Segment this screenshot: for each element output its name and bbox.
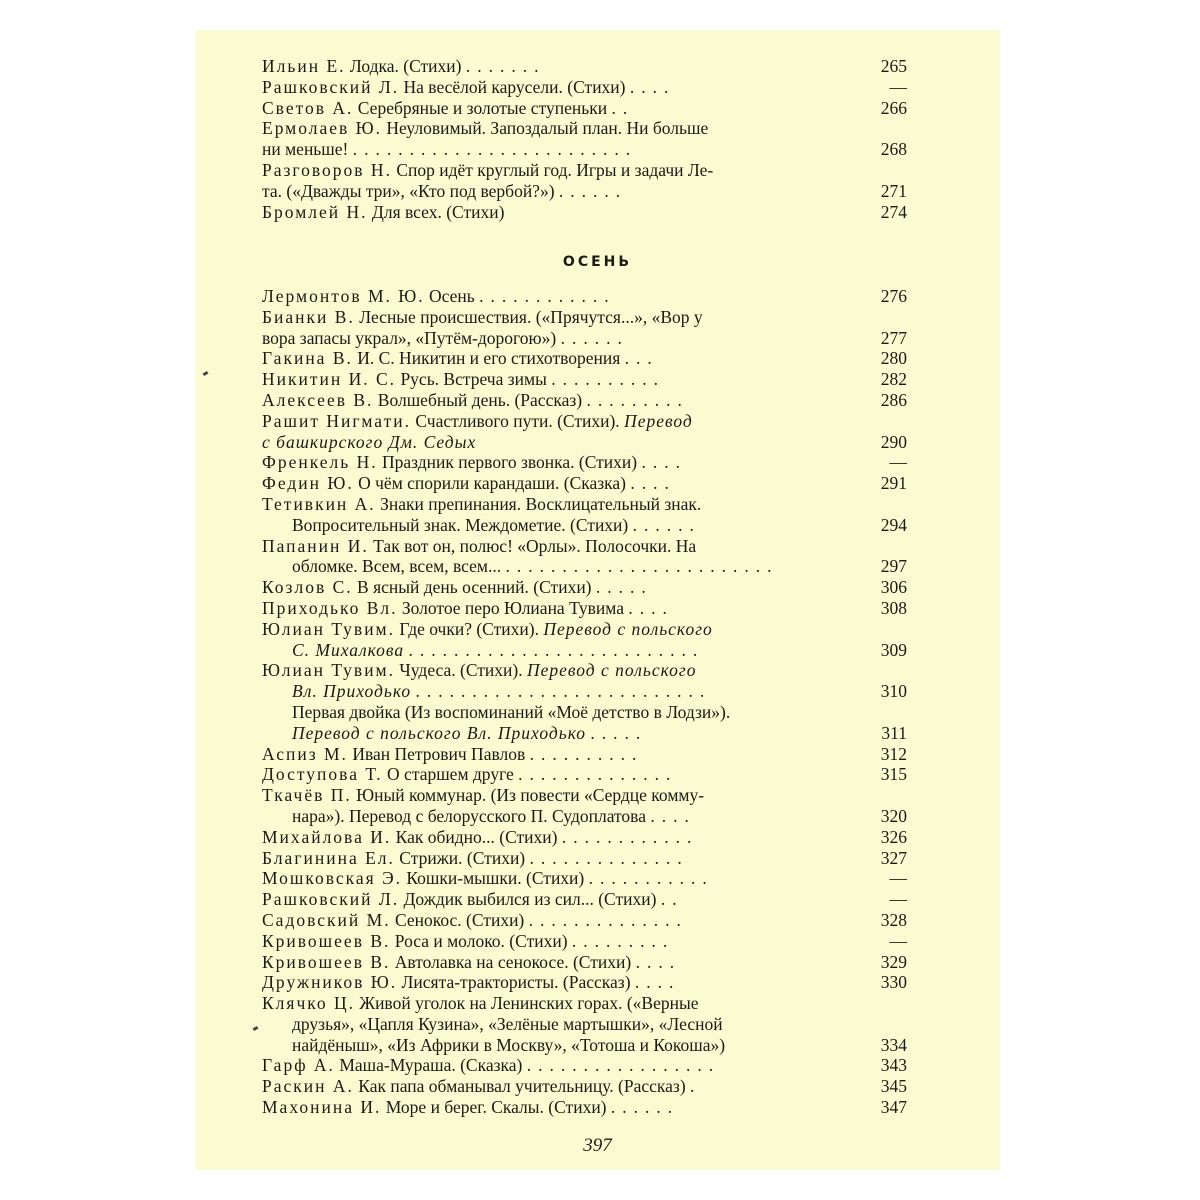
entry-title: Спор идёт круглый год. Игры и задачи Ле- [396,159,714,180]
toc-entry: Кривошеев В. Роса и молоко. (Стихи) ......... — [262,930,907,951]
entry-title: Серебряные и золотые ступеньки [357,97,608,118]
entry-title: Как папа обманывал учительницу. (Рассказ) [358,1076,686,1097]
entry-page: 315 [880,764,907,785]
toc-entry: Юлиан Тувим. Где очки? (Стихи). Перевод с польского С. Михалкова .......................... 309 [262,618,907,660]
entry-title: Маша-Мураша. (Сказка) [339,1055,523,1076]
toc-entry: Разговоров Н. Спор идёт круглый год. Игры и задачи Ле- та. («Дважды три», «Кто под вербой?») ...... 271 [262,159,907,201]
toc-entry: Дружников Ю. Лисята-трактористы. (Рассказ) .... 330 [262,972,907,993]
entry-author: Юлиан Тувим. [262,618,396,639]
entry-author: Клячко Ц. [262,993,356,1014]
entry-title: Как обидно... (Стихи) [395,826,558,847]
entry-title: Иван Петрович Павлов [352,743,526,764]
entry-title: Для всех. (Стихи) [371,201,505,222]
entry-author: Тетивкин А. [262,493,376,514]
entry-translation-note: Перевод с польского [527,660,697,681]
entry-page: 334 [880,1034,907,1055]
toc-entry: Приходько Вл. Золотое перо Юлиана Тувима .... 308 [262,597,907,618]
entry-author: Рашковский Л. [262,76,400,97]
entry-title: Первая двойка (Из воспоминаний «Моё детство в Лодзи»). [292,701,731,722]
toc-entry: Махонина И. Море и берег. Скалы. (Стихи) ...... 347 [262,1097,907,1118]
toc-entry: Ильин Е. Лодка. (Стихи) ....... 265 [262,56,907,76]
entry-author: Дружников Ю. [262,972,398,993]
entry-title: Живой уголок на Ленинских горах. («Верные [359,993,699,1014]
entry-author: Ильин Е. [262,56,346,76]
entry-author: Рашит Нигмати. [262,410,411,431]
toc-entry: Козлов С. В ясный день осенний. (Стихи) ..... 306 [262,577,907,598]
toc-entry: Рашковский Л. Дождик выбился из сил... (Стихи) .. — [262,889,907,910]
entry-author: Федин Ю. [262,473,354,494]
toc-entry: Федин Ю. О чём спорили карандаши. (Сказка) .... 291 [262,473,907,494]
entry-page: 280 [880,348,907,369]
entry-title: Счастливого пути. (Стихи). [415,410,620,431]
toc-entry: Бианки В. Лесные происшествия. («Прячутся...», «Вор у вора запасы украл», «Путём-дорогою») ...... 277 [262,306,907,348]
entry-author: Ткачёв П. [262,785,352,806]
toc-entry: Кривошеев В. Автолавка на сенокосе. (Стихи) .... 329 [262,951,907,972]
entry-page: 311 [881,722,907,743]
entry-translation-note: Перевод [624,410,693,431]
entry-author: Кривошеев В. [262,930,391,951]
entry-page: 277 [880,327,907,348]
entry-author: Благинина Ел. [262,847,395,868]
toc-entry: Никитин И. С. Русь. Встреча зимы .......... 282 [262,369,907,390]
toc-entry: Юлиан Тувим. Чудеса. (Стихи). Перевод с польского Вл. Приходько .......................... 310 [262,660,907,702]
entry-author: Козлов С. [262,577,353,598]
entry-page: 282 [880,369,907,390]
toc-entry: Рашковский Л. На весёлой карусели. (Стихи) .... — [262,76,907,97]
entry-author: Юлиан Тувим. [262,660,396,681]
toc-entry: Ткачёв П. Юный коммунар. (Из повести «Сердце комму- нара»). Перевод с белорусского П. Судоплатова .... 320 [262,785,907,826]
entry-title: Праздник первого звонка. (Стихи) [382,452,638,473]
entry-page: 328 [880,909,907,930]
entry-page: 306 [880,577,907,598]
entry-author: Никитин И. С. [262,369,397,390]
entry-author: Ермолаев Ю. [262,118,383,139]
entry-page: 329 [880,951,907,972]
toc-entry: Мошковская Э. Кошки-мышки. (Стихи) ........... — [262,868,907,889]
entry-author: Бромлей Н. [262,201,368,222]
entry-author: Кривошеев В. [262,951,391,972]
entry-author: Аспиз М. [262,743,348,764]
toc-block-autumn [262,286,907,1118]
entry-page: — [889,930,907,951]
entry-page: 266 [880,97,907,118]
entry-page: 268 [880,139,907,160]
toc-entry: Доступова Т. О старшем друге .............. 315 [262,764,907,785]
toc-entry [262,202,907,223]
toc-entry: Тетивкин А. Знаки препинания. Восклицательный знак. Вопросительный знак. Междометие. (Стихи) ...... 294 [262,493,907,535]
entry-title: В ясный день осенний. (Стихи) [357,577,592,598]
entry-page: 290 [880,431,907,452]
page-number: 397 [583,1135,612,1156]
entry-title: Юный коммунар. (Из повести «Сердце комму- [356,785,705,806]
entry-page: — [889,889,907,910]
toc-block-summer-end [262,56,907,222]
entry-author: Алексеев В. [262,389,374,410]
toc-entry: Садовский М. Сенокос. (Стихи) .............. 328 [262,909,907,930]
entry-author: Раскин А. [262,1076,354,1097]
toc-entry: Гарф А. Маша-Мураша. (Сказка) ................. 343 [262,1055,907,1076]
entry-page: 291 [880,473,907,494]
entry-page: 310 [880,681,907,702]
entry-title: Сенокос. (Стихи) [394,909,525,930]
entry-title: Дождик выбился из сил... (Стихи) [403,889,657,910]
entry-title-cont: Вопросительный знак. Междометие. (Стихи) [292,514,629,535]
entry-title: Русь. Встреча зимы [400,369,547,390]
entry-page: 274 [880,201,907,222]
entry-page: 271 [880,180,907,201]
toc-entry: Ермолаев Ю. Неуловимый. Запоздалый план. Ни больше ни меньше! ......................... 268 [262,118,907,160]
entry-title: Знаки препинания. Восклицательный знак. [380,493,702,514]
entry-author: Гакина В. [262,348,353,369]
entry-author: Бианки В. [262,306,355,327]
toc-entry: Аспиз М. Иван Петрович Павлов .......... 312 [262,743,907,764]
entry-page: — [889,76,907,97]
entry-title-cont: друзья», «Цапля Кузина», «Зелёные мартышки», «Лесной [292,1013,723,1034]
entry-author: Лермонтов М. Ю. [262,286,425,306]
entry-title: Автолавка на сенокосе. (Стихи) [394,951,632,972]
entry-title: Так вот он, полюс! «Орлы». Полосочки. На [373,535,697,556]
entry-title: Лодка. (Стихи) [349,56,462,76]
entry-title-cont: нара»). Перевод с белорусского П. Судоплатова [292,805,646,826]
entry-author: Садовский М. [262,909,391,930]
entry-author: Разговоров Н. [262,159,392,180]
entry-page: 343 [880,1055,907,1076]
entry-author: Папанин И. [262,535,369,556]
entry-title: Стрижи. (Стихи) [399,847,526,868]
entry-author: Френкель Н. [262,452,378,473]
entry-title: Волшебный день. (Рассказ) [377,389,583,410]
entry-author: Рашковский Л. [262,889,400,910]
entry-title: Море и берег. Скалы. (Стихи) [385,1097,607,1118]
entry-author: Светов А. [262,97,354,118]
toc-entry: Первая двойка (Из воспоминаний «Моё детство в Лодзи»). Перевод с польского Вл. Приходько ..... 311 [292,701,907,743]
entry-title-cont: обломке. Всем, всем, всем... [292,556,502,577]
toc-entry: Раскин А. Как папа обманывал учительницу. (Рассказ) . 345 [262,1076,907,1097]
entry-title: Осень [429,286,475,306]
entry-page: 327 [880,847,907,868]
entry-title-cont: С. Михалкова [292,639,405,660]
entry-page: 312 [880,743,907,764]
entry-page: 320 [880,805,907,826]
entry-page: 309 [880,639,907,660]
entry-page: 286 [880,389,907,410]
entry-title: Неуловимый. Запоздалый план. Ни больше [386,118,709,139]
entry-author: Доступова Т. [262,764,383,785]
entry-page: 345 [880,1076,907,1097]
entry-title-cont: та. («Дважды три», «Кто под вербой?») [262,180,555,201]
entry-author: Гарф А. [262,1055,335,1076]
entry-title: На весёлой карусели. (Стихи) [403,76,626,97]
entry-author: Приходько Вл. [262,597,398,618]
toc-entry [262,993,907,1055]
entry-title: Золотое перо Юлиана Тувима [401,597,624,618]
entry-page: 347 [880,1097,907,1118]
entry-title: Кошки-мышки. (Стихи) [406,868,585,889]
entry-title-cont: Перевод с польского Вл. Приходько [292,722,586,743]
entry-page: 330 [880,972,907,993]
toc-entry: Светов А. Серебряные и золотые ступеньки .. 266 [262,97,907,118]
toc-entry: Благинина Ел. Стрижи. (Стихи) .............. 327 [262,847,907,868]
entry-title: Роса и молоко. (Стихи) [394,930,568,951]
entry-author: Махонина И. [262,1097,382,1118]
entry-page: 276 [880,286,907,306]
entry-author: Мошковская Э. [262,868,402,889]
toc-entry: Алексеев В. Волшебный день. (Рассказ) ......... 286 [262,389,907,410]
entry-page: 265 [880,56,907,76]
toc-entry: Папанин И. Так вот он, полюс! «Орлы». Полосочки. На обломке. Всем, всем, всем... ........................ 297 [262,535,907,577]
toc-entry [262,411,907,453]
toc-entry: Френкель Н. Праздник первого звонка. (Стихи) .... — [262,452,907,473]
entry-author: Михайлова И. [262,826,392,847]
entry-page: — [889,868,907,889]
entry-title: Лесные происшествия. («Прячутся...», «Вор у [359,306,703,327]
entry-page: 297 [880,556,907,577]
entry-title: Где очки? (Стихи). [399,618,539,639]
entry-title: О чём спорили карандаши. (Сказка) [358,473,627,494]
entry-title-cont: Вл. Приходько [292,681,412,702]
entry-title-cont: с башкирского Дм. Седых [262,431,477,452]
section-heading: ОСЕНЬ [562,254,633,270]
entry-translation-note: Перевод с польского [543,618,713,639]
entry-title: И. С. Никитин и его стихотворения [357,348,621,369]
entry-page: — [889,452,907,473]
entry-page: 308 [880,597,907,618]
toc-entry: Гакина В. И. С. Никитин и его стихотворения ... 280 [262,348,907,369]
entry-title: Чудеса. (Стихи). [399,660,523,681]
entry-title-cont: ни меньше! [262,139,349,160]
entry-page: 294 [880,514,907,535]
entry-page: 326 [880,826,907,847]
entry-title: О старшем друге [387,764,514,785]
entry-title-cont: найдёныш», «Из Африки в Москву», «Тотоша и Кокоша») [292,1034,726,1055]
entry-title-cont: вора запасы украл», «Путём-дорогою») [262,327,557,348]
entry-title: Лисята-трактористы. (Рассказ) [401,972,631,993]
toc-entry: Михайлова И. Как обидно... (Стихи) ............ 326 [262,826,907,847]
toc-entry: Лермонтов М. Ю. Осень ............ 276 [262,286,907,306]
